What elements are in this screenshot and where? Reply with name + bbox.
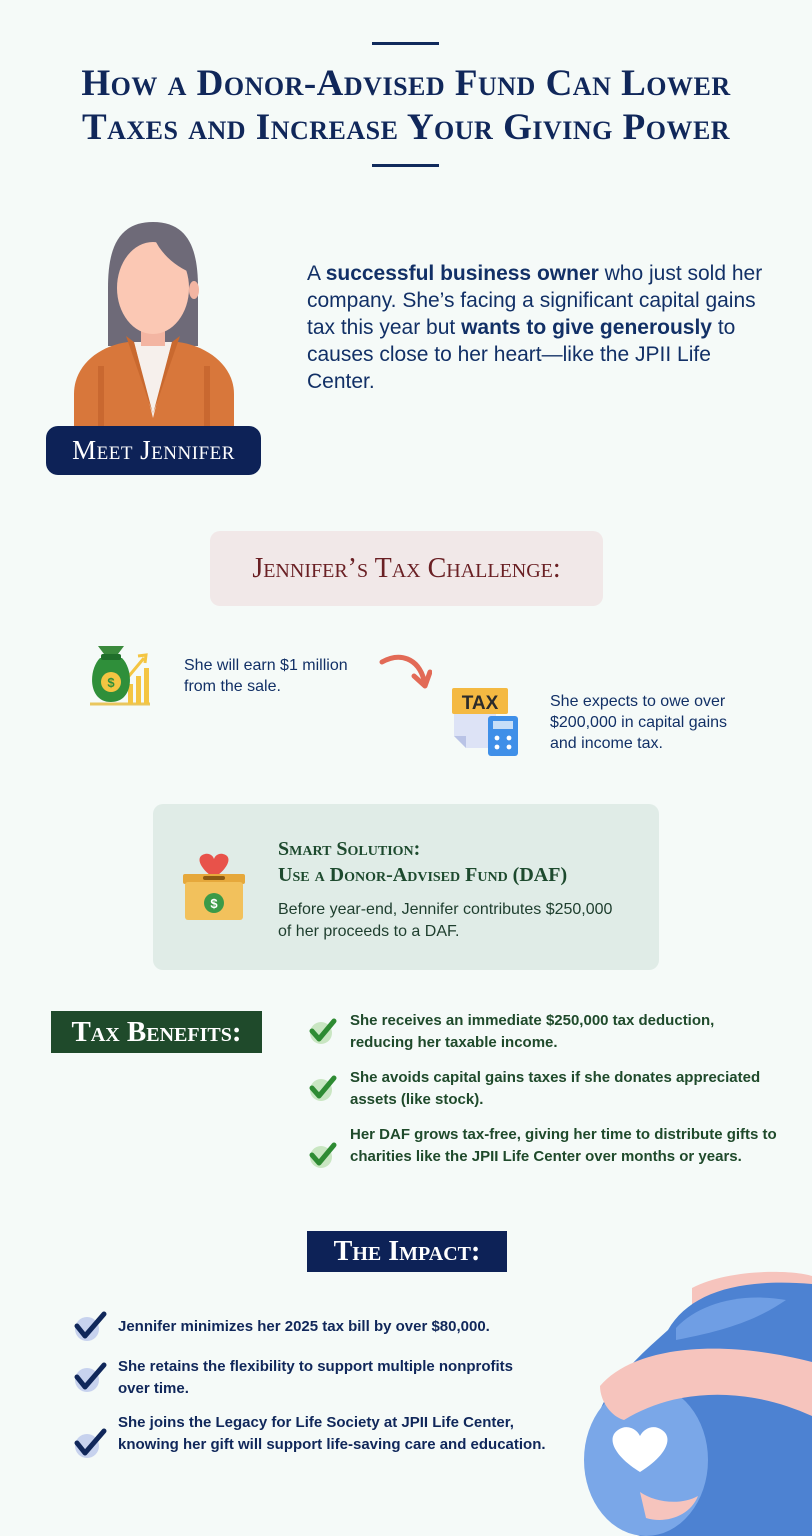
money-bag-growth-icon <box>86 644 154 708</box>
title-rule-bottom <box>372 164 439 167</box>
benefit-text: Her DAF grows tax-free, giving her time to distribute gifts to charities like the JPII Life Center over months or years. <box>350 1126 777 1165</box>
intro-text-2: who just sold her company. She’s facing a significant capital gains tax this year but <box>307 262 763 339</box>
intro-text-1: A <box>307 262 326 285</box>
benefit-text: She receives an immediate $250,000 tax deduction, reducing her taxable income. <box>350 1012 715 1051</box>
solution-card <box>153 804 659 970</box>
earn-text: She will earn $1 million from the sale. <box>184 657 348 695</box>
solution-heading-line-2: Use a Donor-Advised Fund (DAF) <box>278 864 568 886</box>
check-icon <box>72 1428 108 1460</box>
check-icon <box>72 1362 108 1394</box>
solution-heading <box>278 836 648 888</box>
page-title <box>20 62 792 150</box>
donation-box-heart-icon <box>181 852 247 922</box>
svg-text:$: $ <box>210 896 218 911</box>
tax-icon-label: TAX <box>461 693 499 714</box>
meet-jennifer-badge: Meet Jennifer <box>46 426 261 475</box>
intro-bold-1: successful business owner <box>325 262 599 285</box>
tax-calculator-icon <box>448 686 520 758</box>
page-title-line-2: Taxes and Increase Your Giving Power <box>81 107 731 148</box>
intro-paragraph <box>307 260 777 395</box>
check-icon <box>307 1073 337 1103</box>
intro-bold-2: wants to give generously <box>461 316 712 339</box>
title-rule-top <box>372 42 439 45</box>
impact-text: She retains the flexibility to support multiple nonprofits over time. <box>118 1358 514 1397</box>
svg-text:$: $ <box>107 675 115 690</box>
curved-arrow-icon <box>378 650 432 690</box>
owe-text: She expects to owe over $200,000 in capital gains and income tax. <box>550 693 728 752</box>
intro-text-3: to causes close to her heart—like the JPII Life Center. <box>307 316 736 393</box>
solution-heading-line-1: Smart Solution: <box>278 838 421 860</box>
check-icon <box>307 1016 337 1046</box>
impact-heading: The Impact: <box>307 1231 507 1272</box>
check-icon <box>307 1140 337 1170</box>
businesswoman-avatar-icon <box>68 218 240 433</box>
impact-text: Jennifer minimizes her 2025 tax bill by over $80,000. <box>118 1318 490 1335</box>
impact-text: She joins the Legacy for Life Society at JPII Life Center, knowing her gift will support life-saving care and education. <box>118 1414 546 1453</box>
challenge-heading: Jennifer’s Tax Challenge: <box>210 531 603 606</box>
page-title-line-1: How a Donor-Advised Fund Can Lower <box>81 63 731 104</box>
pregnant-woman-heart-illustration <box>580 1270 812 1536</box>
solution-body: Before year-end, Jennifer contributes $250,000 of her proceeds to a DAF. <box>278 901 613 940</box>
tax-benefits-heading: Tax Benefits: <box>51 1011 262 1053</box>
benefit-text: She avoids capital gains taxes if she donates appreciated assets (like stock). <box>350 1069 761 1108</box>
check-icon <box>72 1311 108 1343</box>
